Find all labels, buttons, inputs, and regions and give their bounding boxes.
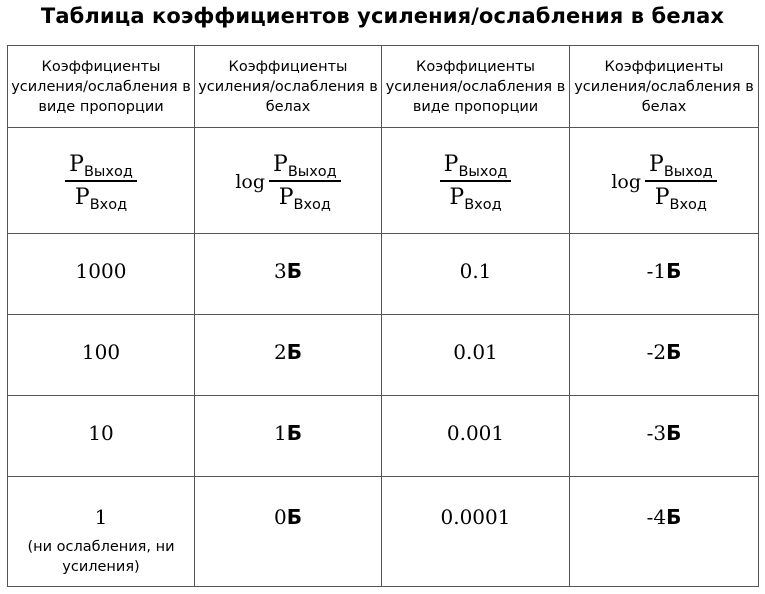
fraction bbox=[645, 151, 717, 213]
power-symbol: P bbox=[273, 151, 288, 177]
power-symbol: P bbox=[69, 151, 84, 177]
power-symbol: P bbox=[649, 151, 664, 177]
bel-gain-number: 2 bbox=[274, 340, 287, 364]
table-row bbox=[8, 477, 759, 587]
bel-gain-number: 3 bbox=[274, 259, 287, 283]
ratio-loss-value: 0.01 bbox=[453, 340, 498, 364]
header-ratio-loss: Коэффициенты усиления/ослабления в виде пропорции bbox=[382, 46, 570, 128]
log-label: log bbox=[235, 170, 265, 193]
table-row bbox=[8, 234, 759, 315]
ratio-gain-value: 1000 bbox=[75, 259, 127, 283]
bel-loss-cell bbox=[570, 396, 759, 477]
power-symbol: P bbox=[449, 184, 465, 210]
ratio-formula bbox=[65, 151, 137, 213]
table-row bbox=[8, 315, 759, 396]
bel-loss-cell bbox=[570, 477, 759, 587]
formula-ratio-loss-cell bbox=[382, 128, 570, 234]
log-formula bbox=[235, 151, 340, 213]
bel-unit: Б bbox=[666, 421, 682, 445]
bel-gain-cell bbox=[195, 396, 382, 477]
header-ratio-gain: Коэффициенты усиления/ослабления в виде пропорции bbox=[8, 46, 195, 128]
header-bel-loss: Коэффициенты усиления/ослабления в белах bbox=[570, 46, 759, 128]
log-formula bbox=[611, 151, 716, 213]
neutral-note: (ни ослабления, ни усиления) bbox=[27, 539, 175, 575]
formula-ratio-gain-cell bbox=[8, 128, 195, 234]
power-symbol: P bbox=[443, 151, 459, 177]
power-symbol: P bbox=[654, 184, 670, 210]
ratio-loss-cell bbox=[382, 396, 570, 477]
ratio-loss-value: 0.001 bbox=[446, 421, 505, 445]
ratio-gain-cell bbox=[8, 315, 195, 396]
fraction-numerator bbox=[645, 152, 717, 180]
ratio-gain-cell bbox=[8, 396, 195, 477]
ratio-loss-cell bbox=[382, 234, 570, 315]
table-row bbox=[8, 396, 759, 477]
fraction-numerator bbox=[440, 152, 512, 180]
input-subscript: Вход bbox=[464, 196, 502, 213]
bel-unit: Б bbox=[286, 340, 302, 364]
output-subscript: Выход bbox=[287, 163, 337, 180]
header-row bbox=[8, 46, 759, 128]
fraction-numerator bbox=[269, 152, 341, 180]
formula-bel-loss-cell bbox=[570, 128, 759, 234]
formula-bel-gain-cell bbox=[195, 128, 382, 234]
bel-loss-number: -2 bbox=[646, 340, 667, 364]
header-bel-gain: Коэффициенты усиления/ослабления в белах bbox=[195, 46, 382, 128]
fraction-denominator bbox=[440, 182, 512, 213]
bel-gain-cell bbox=[195, 477, 382, 587]
output-subscript: Выход bbox=[663, 163, 713, 180]
input-subscript: Вход bbox=[293, 196, 331, 213]
fraction-denominator bbox=[65, 182, 137, 213]
bel-gain-cell bbox=[195, 234, 382, 315]
input-subscript: Вход bbox=[89, 196, 128, 213]
output-subscript: Выход bbox=[458, 163, 508, 180]
bel-unit: Б bbox=[666, 505, 682, 529]
power-symbol: P bbox=[74, 184, 90, 210]
ratio-gain-cell bbox=[8, 477, 195, 587]
fraction bbox=[269, 151, 341, 213]
bel-loss-number: -3 bbox=[646, 421, 667, 445]
ratio-gain-cell bbox=[8, 234, 195, 315]
ratio-loss-cell bbox=[382, 477, 570, 587]
input-subscript: Вход bbox=[669, 196, 707, 213]
ratio-gain-value: 10 bbox=[88, 421, 114, 445]
bel-gain-number: 0 bbox=[274, 505, 287, 529]
fraction-numerator bbox=[65, 152, 137, 180]
page-title: Таблица коэффициентов усиления/ослабления в белах bbox=[40, 4, 725, 28]
power-symbol: P bbox=[278, 184, 294, 210]
fraction bbox=[65, 151, 137, 213]
log-label: log bbox=[611, 170, 641, 193]
bel-unit: Б bbox=[286, 505, 302, 529]
bel-loss-number: -1 bbox=[646, 259, 667, 283]
ratio-gain-value: 1 bbox=[94, 505, 108, 529]
fraction bbox=[440, 151, 512, 213]
fraction-denominator bbox=[269, 182, 341, 213]
bel-unit: Б bbox=[286, 421, 302, 445]
ratio-loss-cell bbox=[382, 315, 570, 396]
bel-loss-cell bbox=[570, 234, 759, 315]
ratio-loss-value: 0.1 bbox=[459, 259, 492, 283]
bel-loss-number: -4 bbox=[646, 505, 667, 529]
bel-unit: Б bbox=[666, 259, 682, 283]
fraction-denominator bbox=[645, 182, 717, 213]
gain-table bbox=[7, 45, 759, 587]
output-subscript: Выход bbox=[83, 163, 133, 180]
bel-unit: Б bbox=[666, 340, 682, 364]
bel-unit: Б bbox=[286, 259, 302, 283]
ratio-formula bbox=[440, 151, 512, 213]
ratio-loss-value: 0.0001 bbox=[440, 505, 511, 529]
formula-row bbox=[8, 128, 759, 234]
bel-loss-cell bbox=[570, 315, 759, 396]
bel-gain-cell bbox=[195, 315, 382, 396]
ratio-gain-value: 100 bbox=[81, 340, 121, 364]
bel-gain-number: 1 bbox=[274, 421, 287, 445]
